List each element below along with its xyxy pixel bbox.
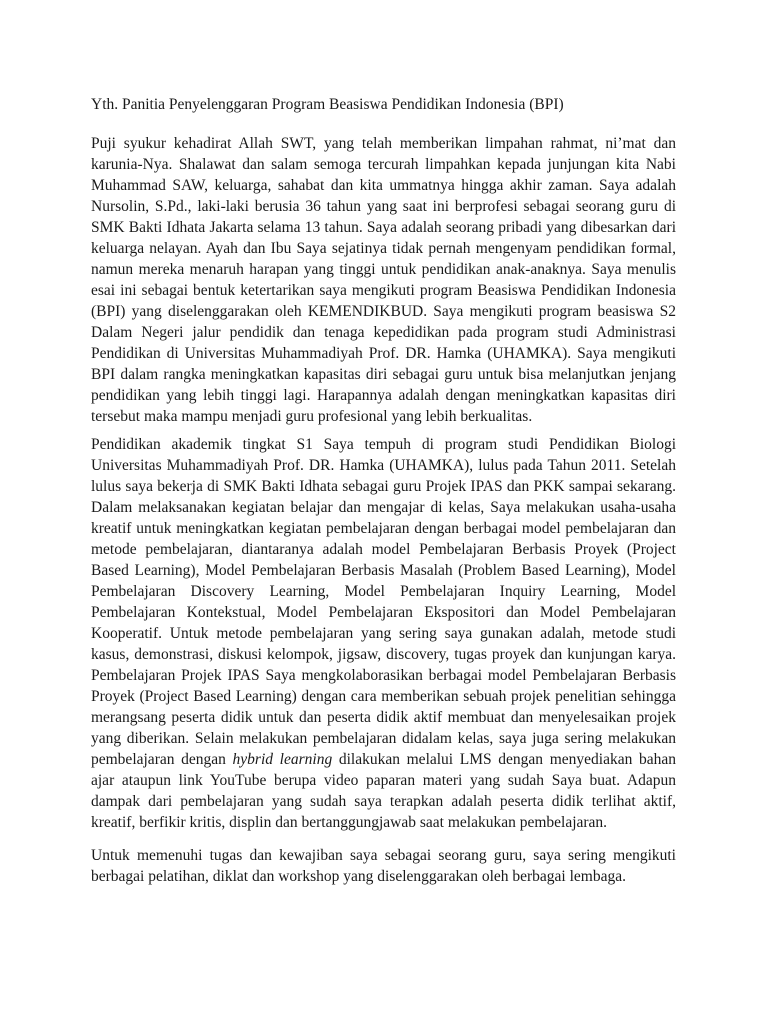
salutation: Yth. Panitia Penyelenggaran Program Beasiswa Pendidikan Indonesia (BPI): [91, 96, 564, 113]
paragraph-text: dilakukan melalui LMS dengan menyediakan bahan ajar ataupun link YouTube berupa video paparan materi yang sudah Saya buat. Adapun dampak dari pembelajaran yang sudah saya terapkan adalah peserta didik terlihat aktif, kreatif, berfikir kritis, displin dan bertanggungjawab saat melakukan pembelajaran.: [91, 751, 676, 831]
paragraph-text: Untuk memenuhi tugas dan kewajiban saya sebagai seorang guru, saya sering mengikuti berbagai pelatihan, diklat dan workshop yang diselenggarakan oleh berbagai lembaga.: [91, 847, 676, 885]
paragraph-academic-background: [91, 434, 676, 833]
paragraph-text: Pendidikan akademik tingkat S1 Saya tempuh di program studi Pendidikan Biologi Universitas Muhammadiyah Prof. DR. Hamka (UHAMKA), lulus pada Tahun 2011. Setelah lulus saya bekerja di SMK Bakti Idhata sebagai guru Projek IPAS dan PKK sampai sekarang. Dalam melaksanakan kegiatan belajar dan mengajar di kelas, Saya melakukan usaha-usaha kreatif untuk meningkatkan kegiatan pembelajaran dengan berbagai model pembelajaran dan metode pembelajaran, diantaranya adalah model Pembelajaran Berbasis Proyek (Project Based Learning), Model Pembelajaran Berbasis Masalah (Problem Based Learning), Model Pembelajaran Discovery Learning, Model Pembelajaran Inquiry Learning, Model Pembelajaran Kontekstual, Model Pembelajaran Ekspositori dan Model Pembelajaran Kooperatif. Untuk metode pembelajaran yang sering saya gunakan adalah, metode studi kasus, demonstrasi, diskusi kelompok, jigsaw, discovery, tugas proyek dan kunjungan karya. Pembelajaran Projek IPAS Saya mengkolaborasikan berbagai model Pembelajaran Berbasis Proyek (Project Based Learning) dengan cara memberikan sebuah projek penelitian sehingga merangsang peserta didik untuk dan peserta didik aktif membuat dan menyelesaikan projek yang diberikan. Selain melakukan pembelajaran didalam kelas, saya juga sering melakukan pembelajaran dengan: [91, 436, 676, 768]
italic-term: hybrid learning: [232, 751, 333, 768]
paragraph-introduction: [91, 133, 676, 427]
paragraph-training: [91, 845, 676, 887]
paragraph-text: Puji syukur kehadirat Allah SWT, yang telah memberikan limpahan rahmat, ni’mat dan karunia-Nya. Shalawat dan salam semoga tercurah limpahkan kepada junjungan kita Nabi Muhammad SAW, keluarga, sahabat dan kita ummatnya hingga akhir zaman. Saya adalah Nursolin, S.Pd., laki-laki berusia 36 tahun yang saat ini berprofesi sebagai seorang guru di SMK Bakti Idhata Jakarta selama 13 tahun. Saya adalah seorang pribadi yang dibesarkan dari keluarga nelayan. Ayah dan Ibu Saya sejatinya tidak pernah mengenyam pendidikan formal, namun mereka menaruh harapan yang tinggi untuk pendidikan anak-anaknya. Saya menulis esai ini sebagai bentuk ketertarikan saya mengikuti program Beasiswa Pendidikan Indonesia (BPI) yang diselenggarakan oleh KEMENDIKBUD. Saya mengikuti program beasiswa S2 Dalam Negeri jalur pendidik dan tenaga kepedidikan pada program studi Administrasi Pendidikan di Universitas Muhammadiyah Prof. DR. Hamka (UHAMKA). Saya mengikuti BPI dalam rangka meningkatkan kapasitas diri sebagai guru untuk bisa melanjutkan jenjang pendidikan yang lebih tinggi lagi. Harapannya adalah dengan meningkatkan kapasitas diri tersebut maka mampu menjadi guru profesional yang lebih berkualitas.: [91, 135, 676, 425]
